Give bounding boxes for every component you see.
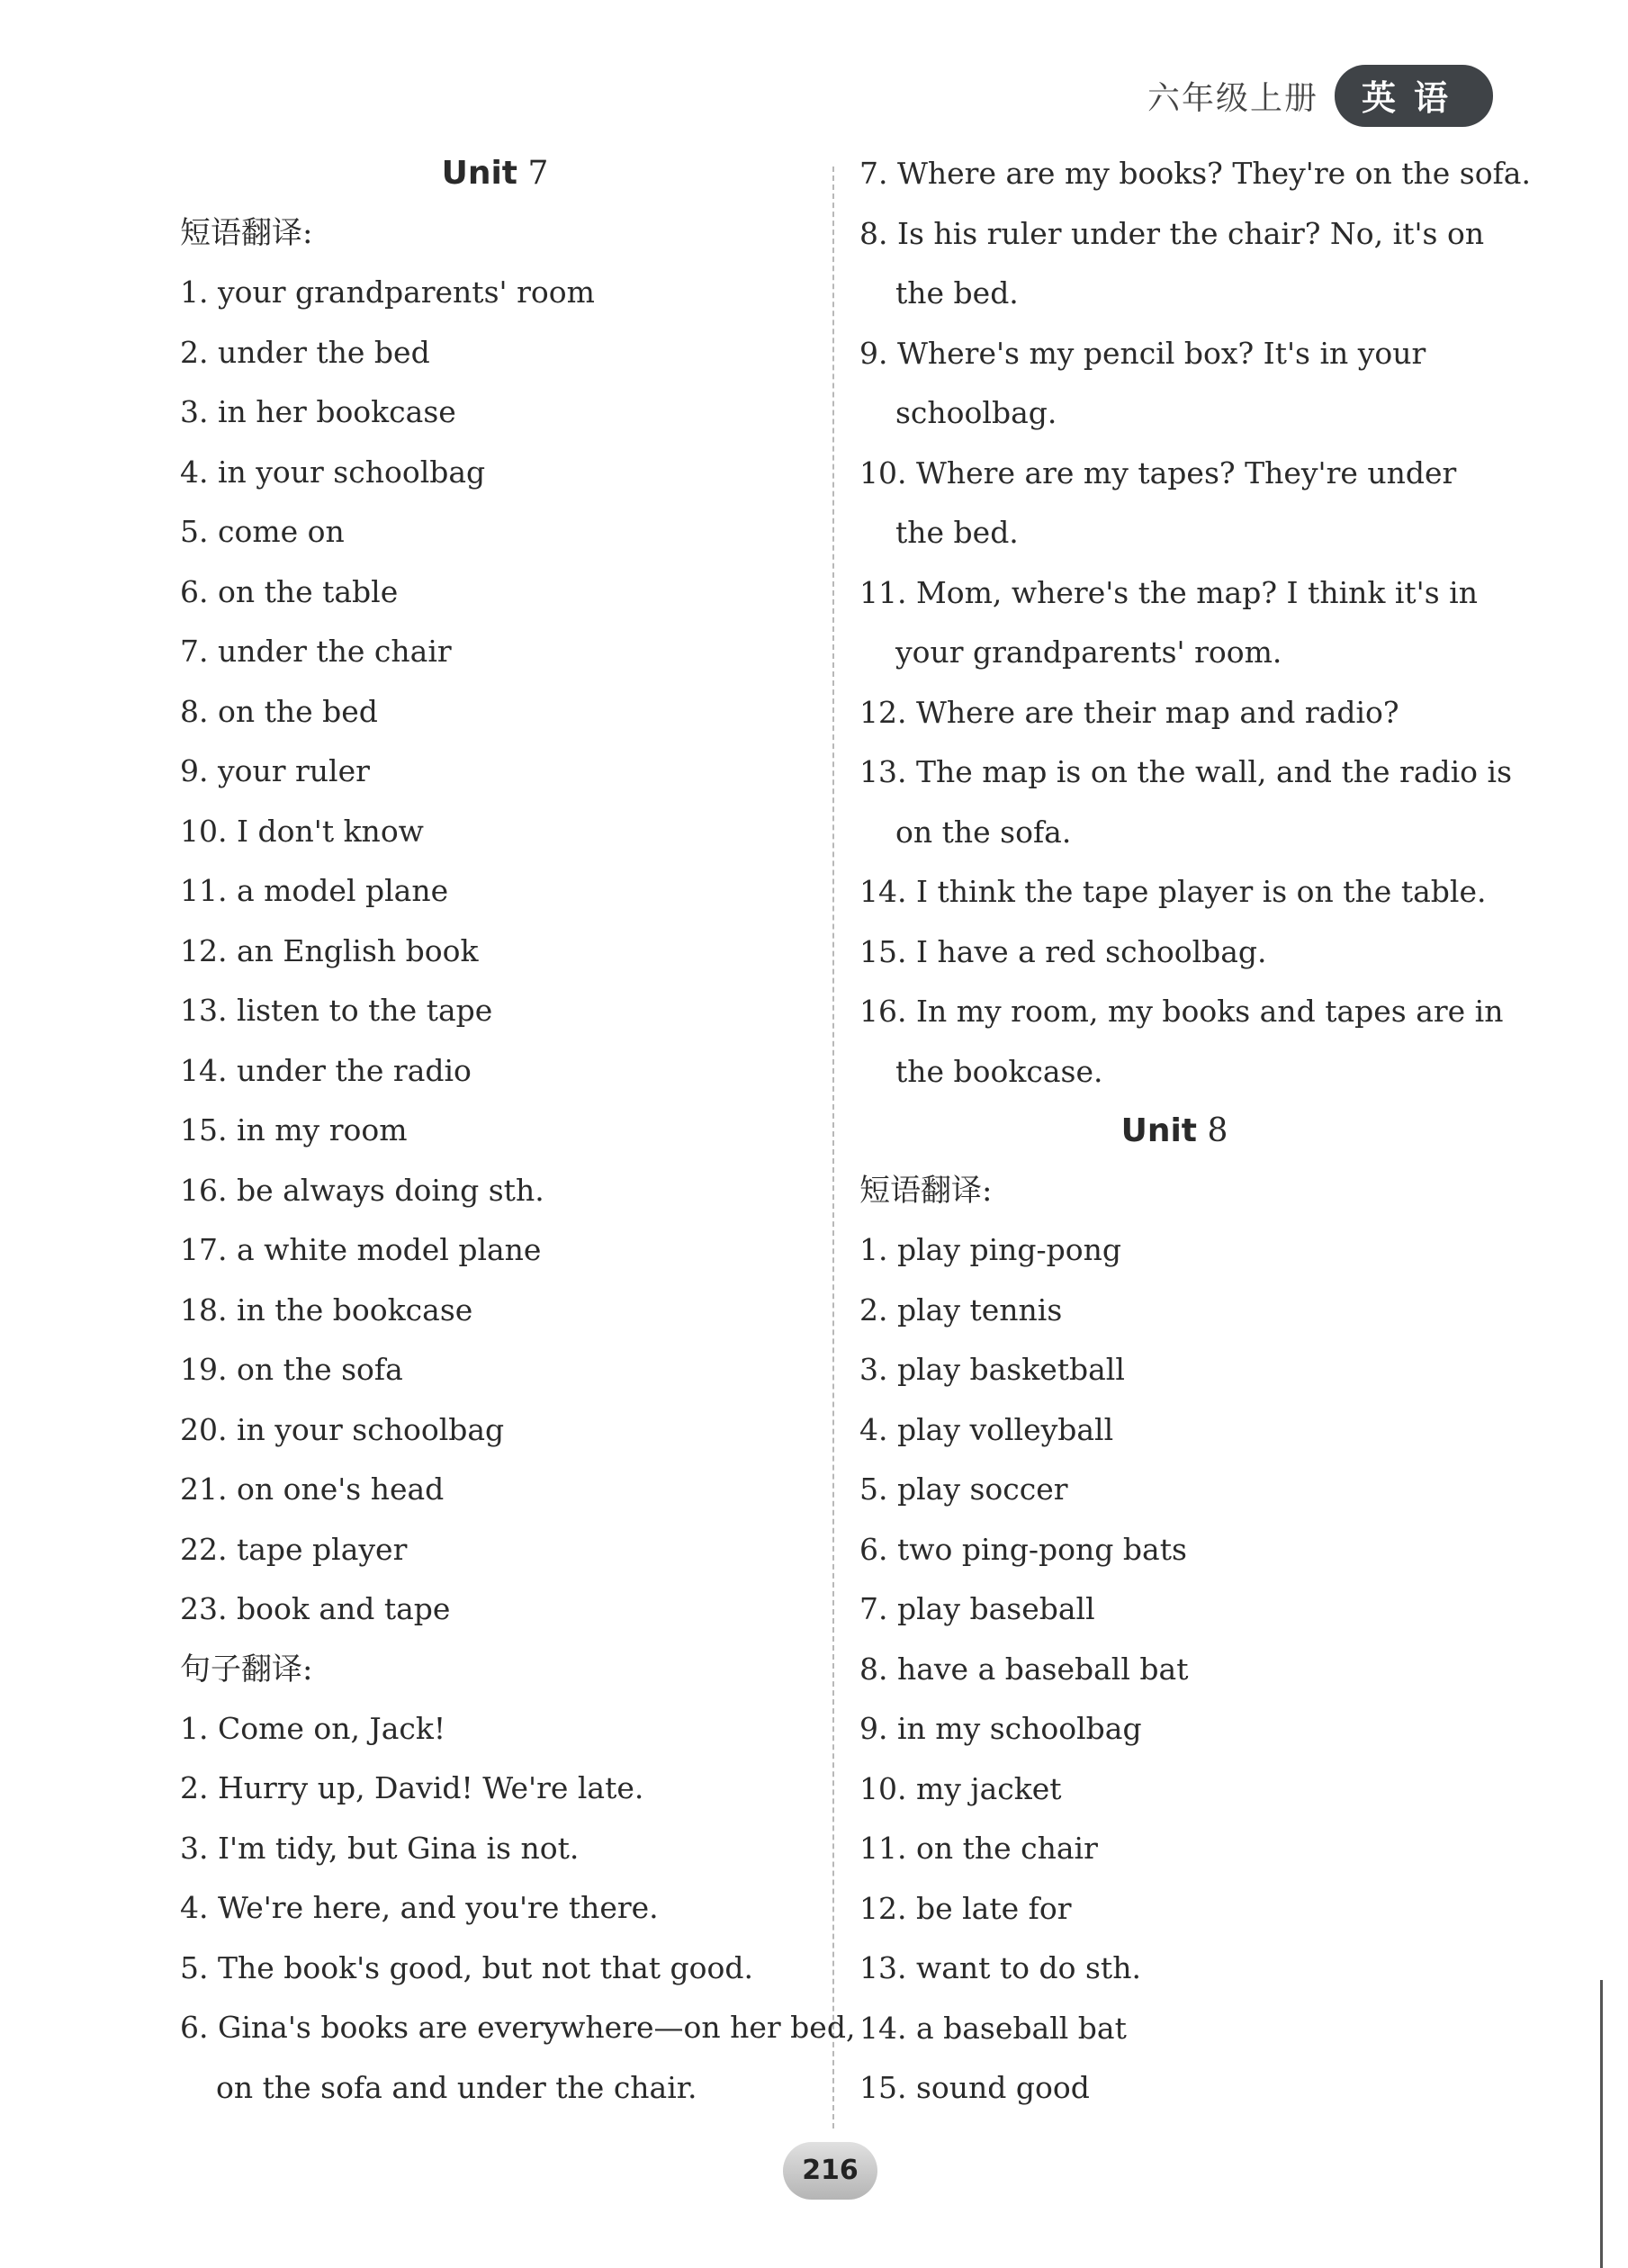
sentence-item: 15. I have a red schoolbag. xyxy=(859,933,1267,969)
sentence-continuation: your grandparents' room. xyxy=(895,634,1282,670)
sentence-item: 8. Is his ruler under the chair? No, it's on xyxy=(859,215,1485,251)
unit-8-title xyxy=(859,1102,1489,1161)
sentence-item: 11. Mom, where's the map? I think it's in xyxy=(859,574,1478,610)
phrase-item: 21. on one's head xyxy=(180,1472,445,1507)
sentence-continuation: the bookcase. xyxy=(895,1053,1103,1089)
phrase-item: 5. come on xyxy=(180,514,345,549)
phrase-item: 22. tape player xyxy=(180,1531,408,1567)
phrase-item: 3. in her bookcase xyxy=(180,394,456,429)
grade-label: 六年级上册 xyxy=(1147,80,1318,117)
phrase-item: 6. on the table xyxy=(180,573,399,609)
phrase-item: 1. play ping-pong xyxy=(859,1232,1122,1267)
sentence-item: 9. Where's my pencil box? It's in your xyxy=(859,335,1426,371)
unit-number: 8 xyxy=(1207,1112,1228,1149)
unit-prefix: Unit xyxy=(1120,1112,1198,1149)
page-header xyxy=(1147,65,1493,127)
phrase-item: 8. have a baseball bat xyxy=(859,1651,1189,1687)
phrase-item: 23. book and tape xyxy=(180,1591,451,1626)
phrase-item: 12. an English book xyxy=(180,932,479,968)
right-column xyxy=(859,144,1531,2119)
phrase-item: 6. two ping-pong bats xyxy=(859,1531,1187,1567)
phrase-item: 1. your grandparents' room xyxy=(180,274,595,310)
phrase-item: 7. under the chair xyxy=(180,634,452,669)
phrase-section-label: 短语翻译: xyxy=(180,215,313,251)
phrase-item: 18. in the bookcase xyxy=(180,1292,473,1328)
sentence-item: 13. The map is on the wall, and the radio is xyxy=(859,754,1513,789)
sentence-item: 14. I think the tape player is on the table. xyxy=(859,874,1487,909)
phrase-item: 13. want to do sth. xyxy=(859,1950,1141,1985)
phrase-item: 4. play volleyball xyxy=(859,1411,1114,1447)
phrase-item: 11. on the chair xyxy=(859,1831,1098,1866)
phrase-item: 8. on the bed xyxy=(180,693,378,729)
phrase-item: 16. be always doing sth. xyxy=(180,1172,544,1208)
sentence-item: 5. The book's good, but not that good. xyxy=(180,1949,753,1985)
sentence-continuation: the bed. xyxy=(895,515,1019,550)
left-column xyxy=(180,144,856,2118)
phrase-item: 2. under the bed xyxy=(180,334,430,370)
page-edge-line xyxy=(1600,1980,1603,2268)
sentence-continuation: on the sofa and under the chair. xyxy=(216,2069,697,2105)
phrase-item: 14. under the radio xyxy=(180,1052,472,1088)
sentence-item: 2. Hurry up, David! We're late. xyxy=(180,1770,644,1805)
phrase-item: 2. play tennis xyxy=(859,1292,1063,1328)
phrase-section-label: 短语翻译: xyxy=(859,1173,993,1209)
phrase-item: 10. I don't know xyxy=(180,813,424,849)
phrase-item: 13. listen to the tape xyxy=(180,993,493,1028)
phrase-item: 15. sound good xyxy=(859,2070,1090,2105)
subject-badge: 英语 xyxy=(1335,65,1493,127)
sentence-continuation: schoolbag. xyxy=(895,395,1057,430)
phrase-item: 19. on the sofa xyxy=(180,1352,403,1387)
sentence-section-label: 句子翻译: xyxy=(180,1651,313,1688)
page-number: 216 xyxy=(783,2142,877,2200)
sentence-item: 4. We're here, and you're there. xyxy=(180,1890,659,1925)
phrase-item: 9. your ruler xyxy=(180,753,370,788)
phrase-item: 9. in my schoolbag xyxy=(859,1711,1142,1746)
unit-prefix: Unit xyxy=(441,155,518,192)
sentence-item: 16. In my room, my books and tapes are in xyxy=(859,994,1504,1029)
phrase-item: 7. play baseball xyxy=(859,1591,1095,1626)
phrase-item: 17. a white model plane xyxy=(180,1232,542,1267)
phrase-item: 3. play basketball xyxy=(859,1352,1125,1387)
unit-7-title xyxy=(180,144,810,203)
sentence-item: 6. Gina's books are everywhere—on her bed, xyxy=(180,2010,856,2045)
phrase-item: 15. in my room xyxy=(180,1112,408,1148)
sentence-item: 7. Where are my books? They're on the sofa. xyxy=(859,156,1531,191)
sentence-continuation: on the sofa. xyxy=(895,814,1072,850)
phrase-item: 14. a baseball bat xyxy=(859,2010,1127,2046)
phrase-item: 20. in your schoolbag xyxy=(180,1411,505,1447)
sentence-item: 3. I'm tidy, but Gina is not. xyxy=(180,1830,580,1866)
unit-number: 7 xyxy=(527,155,549,192)
sentence-continuation: the bed. xyxy=(895,275,1019,310)
phrase-item: 5. play soccer xyxy=(859,1472,1068,1507)
phrase-item: 12. be late for xyxy=(859,1890,1072,1926)
column-divider xyxy=(832,166,834,2128)
sentence-item: 1. Come on, Jack! xyxy=(180,1710,446,1746)
sentence-item: 12. Where are their map and radio? xyxy=(859,694,1399,730)
phrase-item: 10. my jacket xyxy=(859,1770,1062,1806)
phrase-item: 4. in your schoolbag xyxy=(180,454,486,490)
phrase-item: 11. a model plane xyxy=(180,873,449,908)
sentence-item: 10. Where are my tapes? They're under xyxy=(859,454,1457,490)
